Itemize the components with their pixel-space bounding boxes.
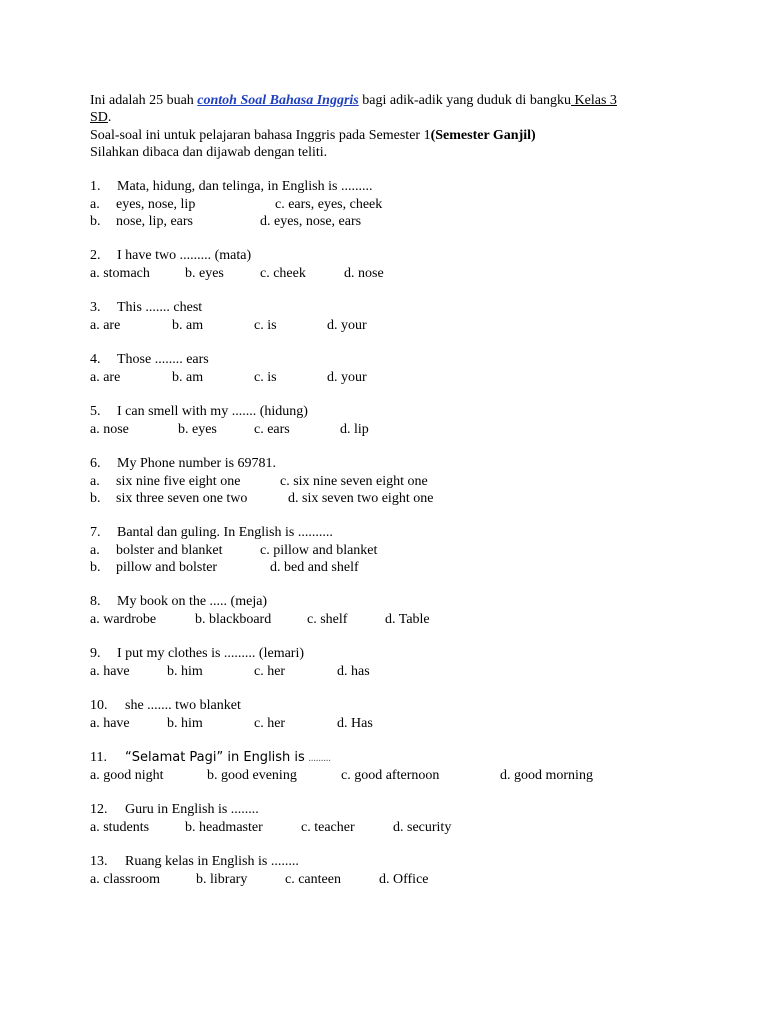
- option-text: six nine five eight one: [116, 474, 241, 489]
- intro-line-2: [90, 127, 536, 144]
- option-d: d. has: [337, 664, 370, 679]
- option-b: b. library: [196, 872, 248, 887]
- option-text: pillow and bolster: [116, 560, 218, 575]
- question-6: [90, 455, 276, 472]
- question-9: [90, 645, 304, 662]
- question-5: [90, 403, 308, 420]
- question-text: I have two ......... (mata): [117, 248, 252, 263]
- option-a: a. nose: [90, 422, 129, 437]
- option-a: [90, 473, 240, 490]
- question-number: 8.: [90, 594, 101, 609]
- option-d: d. Office: [379, 872, 429, 887]
- question-text: My Phone number is 69781.: [117, 456, 277, 471]
- option-text: nose, lip, ears: [116, 214, 193, 229]
- intro-text: .: [107, 110, 112, 125]
- option-d: d. lip: [340, 422, 369, 437]
- option-d: d. Table: [385, 612, 430, 627]
- question-3: [90, 299, 202, 316]
- question-number: 12.: [90, 802, 108, 817]
- option-label: b.: [90, 560, 101, 575]
- option-a: a. good night: [90, 768, 164, 783]
- option-c: c. her: [254, 664, 286, 679]
- soal-link[interactable]: contoh Soal Bahasa Inggris: [197, 93, 359, 108]
- question-number: 13.: [90, 854, 108, 869]
- option-b: [90, 213, 193, 230]
- option-b: b. eyes: [185, 266, 224, 281]
- option-text: bolster and blanket: [116, 543, 223, 558]
- question-number: 10.: [90, 698, 108, 713]
- option-c: c. her: [254, 716, 286, 731]
- option-a: a. classroom: [90, 872, 160, 887]
- question-7: [90, 524, 333, 541]
- option-c: c. cheek: [260, 266, 306, 281]
- question-text: I put my clothes is ......... (lemari): [117, 646, 305, 661]
- option-label: b.: [90, 214, 101, 229]
- option-c: c. good afternoon: [341, 768, 440, 783]
- option-b: b. good evening: [207, 768, 297, 783]
- question-12: [90, 801, 259, 818]
- option-b: b. eyes: [178, 422, 217, 437]
- option-a: [90, 196, 195, 213]
- option-d: d. six seven two eight one: [288, 491, 434, 506]
- option-label: b.: [90, 491, 101, 506]
- option-label: a.: [90, 474, 100, 489]
- question-text: “Selamat Pagi” in English is: [125, 750, 305, 765]
- intro-line-1: [90, 92, 617, 109]
- option-d: d. nose: [344, 266, 384, 281]
- option-c: c. six nine seven eight one: [280, 474, 428, 489]
- question-text: Those ........ ears: [117, 352, 209, 367]
- question-text: This ....... chest: [117, 300, 203, 315]
- question-text: Mata, hidung, dan telinga, in English is .........: [117, 179, 373, 194]
- option-c: c. teacher: [301, 820, 355, 835]
- option-text: six three seven one two: [116, 491, 248, 506]
- option-d: d. your: [327, 370, 367, 385]
- option-a: a. students: [90, 820, 150, 835]
- option-label: a.: [90, 197, 100, 212]
- option-c: c. is: [254, 370, 277, 385]
- option-b: b. am: [172, 370, 204, 385]
- option-c: c. is: [254, 318, 277, 333]
- question-number: 6.: [90, 456, 101, 471]
- question-number: 2.: [90, 248, 101, 263]
- question-text: she ....... two blanket: [125, 698, 241, 713]
- option-c: c. canteen: [285, 872, 341, 887]
- question-number: 11.: [90, 750, 107, 765]
- question-11: [90, 749, 331, 767]
- option-c: c. pillow and blanket: [260, 543, 378, 558]
- option-text: eyes, nose, lip: [116, 197, 196, 212]
- kelas-link[interactable]: Kelas 3: [571, 93, 617, 108]
- intro-text: bagi adik-adik yang duduk di bangku: [358, 93, 572, 108]
- question-13: [90, 853, 299, 870]
- option-a: a. have: [90, 716, 130, 731]
- option-b: b. blackboard: [195, 612, 272, 627]
- question-number: 7.: [90, 525, 101, 540]
- intro-line-3: Silahkan dibaca dan dijawab dengan teliti.: [90, 145, 328, 160]
- question-2: [90, 247, 251, 264]
- blank-dots: .........: [308, 753, 331, 764]
- option-a: a. are: [90, 370, 121, 385]
- question-text: Bantal dan guling. In English is ..........: [117, 525, 333, 540]
- question-10: [90, 697, 241, 714]
- intro-line-1b: [90, 109, 111, 126]
- option-c: c. ears: [254, 422, 290, 437]
- option-d: d. eyes, nose, ears: [260, 214, 362, 229]
- option-a: [90, 542, 223, 559]
- question-text: I can smell with my ....... (hidung): [117, 404, 308, 419]
- question-number: 1.: [90, 179, 101, 194]
- option-c: c. shelf: [307, 612, 348, 627]
- question-text: Guru in English is ........: [125, 802, 259, 817]
- option-a: a. wardrobe: [90, 612, 157, 627]
- intro-text: Soal-soal ini untuk pelajaran bahasa Inggris pada Semester 1: [90, 128, 431, 143]
- question-number: 4.: [90, 352, 101, 367]
- option-d: d. security: [393, 820, 452, 835]
- option-label: a.: [90, 543, 100, 558]
- option-b: [90, 490, 247, 507]
- question-8: [90, 593, 267, 610]
- semester-label: (Semester Ganjil): [430, 128, 536, 143]
- option-a: a. stomach: [90, 266, 150, 281]
- option-d: d. good morning: [500, 768, 593, 783]
- option-d: d. your: [327, 318, 367, 333]
- option-b: b. headmaster: [185, 820, 263, 835]
- option-d: d. Has: [337, 716, 373, 731]
- question-number: 9.: [90, 646, 101, 661]
- option-b: [90, 559, 217, 576]
- option-c: c. ears, eyes, cheek: [275, 197, 383, 212]
- option-b: b. him: [167, 716, 203, 731]
- sd-link[interactable]: SD: [90, 110, 108, 125]
- question-4: [90, 351, 209, 368]
- question-number: 3.: [90, 300, 101, 315]
- question-number: 5.: [90, 404, 101, 419]
- option-a: a. have: [90, 664, 130, 679]
- question-1: [90, 178, 372, 195]
- question-text: My book on the ..... (meja): [117, 594, 268, 609]
- option-d: d. bed and shelf: [270, 560, 359, 575]
- option-a: a. are: [90, 318, 121, 333]
- question-text: Ruang kelas in English is ........: [125, 854, 299, 869]
- intro-text: Ini adalah 25 buah: [90, 93, 198, 108]
- option-b: b. am: [172, 318, 204, 333]
- option-b: b. him: [167, 664, 203, 679]
